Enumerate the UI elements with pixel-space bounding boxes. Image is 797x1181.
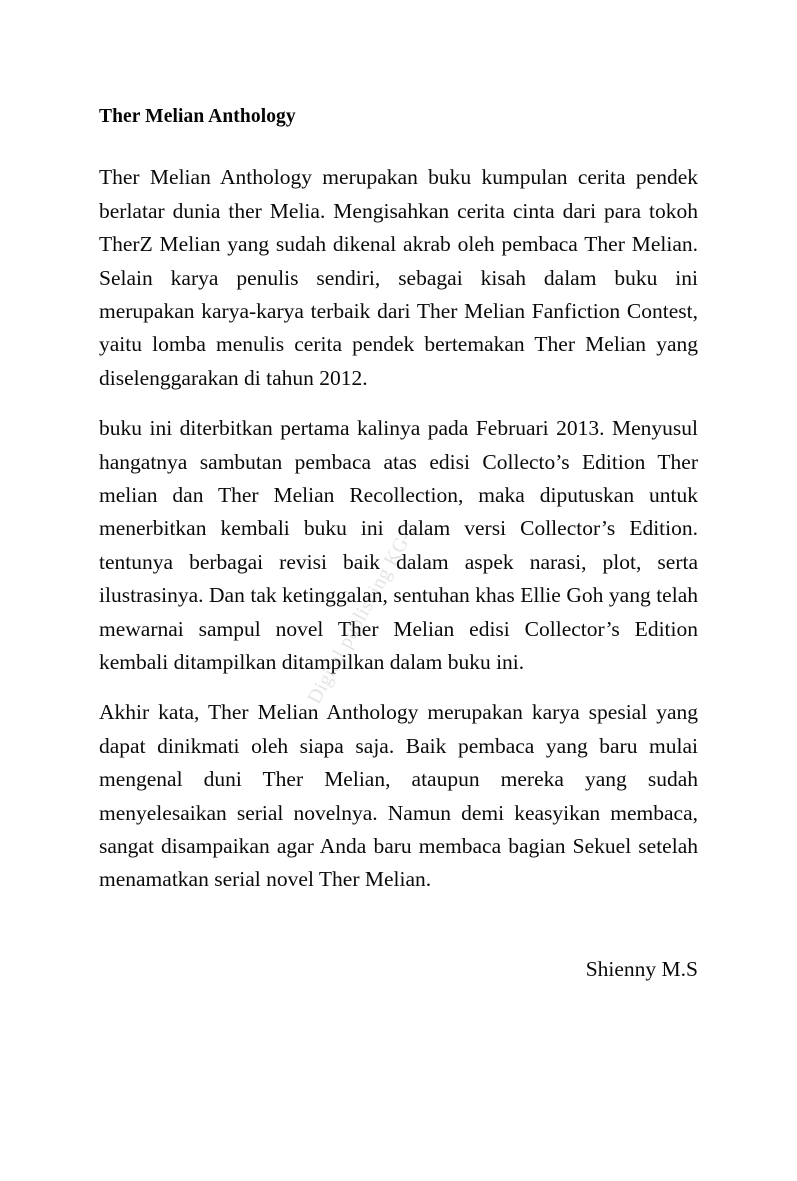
author-signature: Shienny M.S [585, 956, 698, 981]
document-body [99, 104, 698, 986]
page-title: Ther Melian Anthology [99, 106, 296, 127]
body-paragraph-2: buku ini diterbitkan pertama kalinya pada Februari 2013. Menyusul hangatnya sambutan pembaca atas edisi Collecto’s Edition Ther melian dan Ther Melian Recollection, maka diputuskan untuk menerbitkan kembali buku ini dalam versi Collector’s Edition. tentunya berbagai revisi baik dalam aspek narasi, plot, serta ilustrasinya. Dan tak ketinggalan, sentuhan khas Ellie Goh yang telah mewarnai sampul novel Ther Melian edisi Collector’s Edition kembali ditampilkan ditampilkan dalam buku ini. [99, 416, 698, 674]
watermark-text: Digital publishing KG-2 [303, 518, 422, 708]
body-paragraph-1: Ther Melian Anthology merupakan buku kumpulan cerita pendek berlatar dunia ther Melia. Mengisahkan cerita cinta dari para tokoh TherZ Melian yang sudah dikenal akrab oleh pembaca Ther Melian. Selain karya penulis sendiri, sebagai kisah dalam buku ini merupakan karya-karya terbaik dari Ther Melian Fanfiction Contest, yaitu lomba menulis cerita pendek bertemakan Ther Melian yang diselenggarakan di tahun 2012. [99, 165, 698, 390]
body-paragraph-3: Akhir kata, Ther Melian Anthology merupakan karya spesial yang dapat dinikmati oleh siapa saja. Baik pembaca yang baru mulai mengenal duni Ther Melian, ataupun mereka yang sudah menyelesaikan serial novelnya. Namun demi keasyikan membaca, sangat disampaikan agar Anda baru membaca bagian Sekuel setelah menamatkan serial novel Ther Melian. [99, 700, 698, 892]
